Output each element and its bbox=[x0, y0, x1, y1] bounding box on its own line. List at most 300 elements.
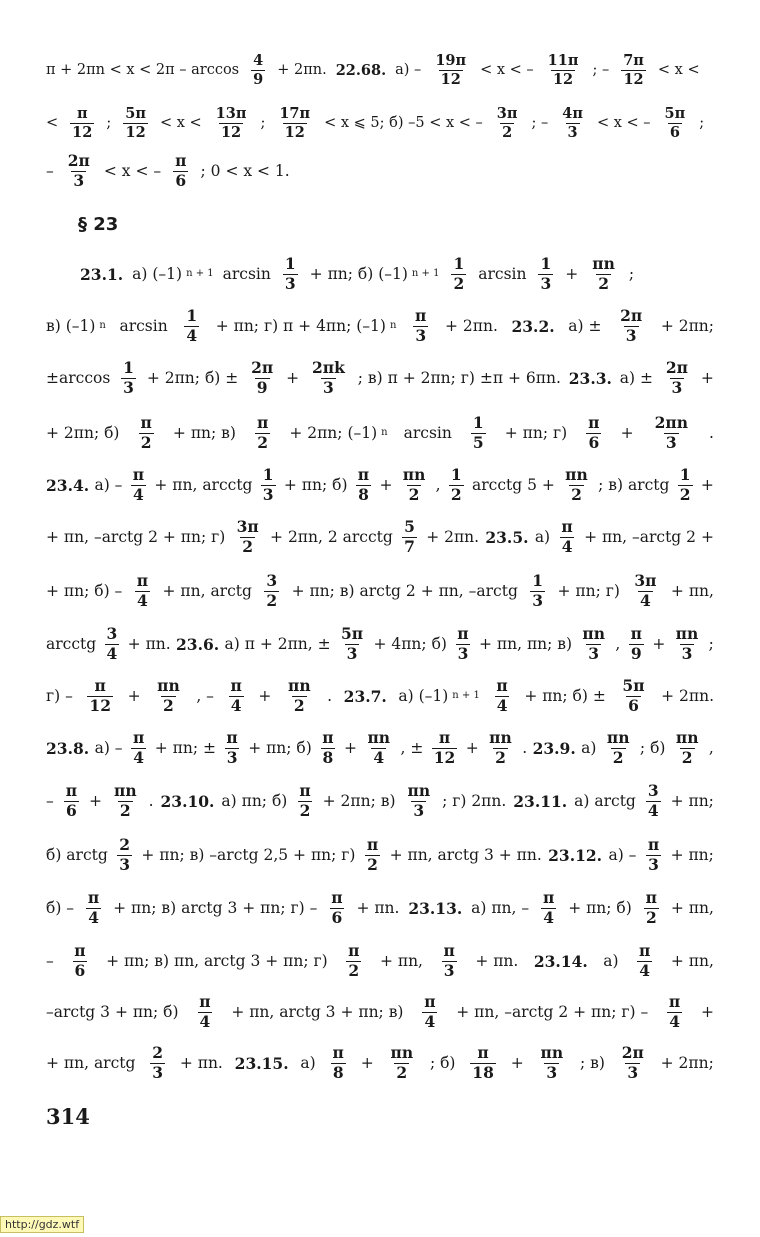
denominator: 3 bbox=[665, 432, 677, 452]
denominator: 4 bbox=[137, 590, 148, 610]
denominator: 4 bbox=[647, 800, 659, 820]
denominator: 9 bbox=[630, 643, 642, 663]
fraction bbox=[644, 890, 659, 926]
fraction bbox=[228, 678, 243, 714]
numerator: 2π bbox=[621, 1043, 644, 1063]
exercise-number: 23.6. bbox=[176, 634, 220, 654]
numerator: π bbox=[668, 992, 681, 1012]
text-run: + 2πn. bbox=[426, 528, 480, 546]
numerator: π bbox=[331, 888, 343, 908]
exercise-number: 23.2. bbox=[511, 316, 555, 336]
fraction bbox=[674, 626, 701, 662]
fraction bbox=[455, 626, 470, 662]
fraction bbox=[546, 53, 581, 86]
text-run: < x < – bbox=[480, 62, 534, 78]
fraction bbox=[329, 890, 344, 926]
text-run: + πn; bbox=[670, 846, 714, 864]
denominator: 6 bbox=[74, 960, 86, 980]
text-run: ; bbox=[699, 115, 705, 131]
text-run: + 2πn; (–1) n bbox=[289, 424, 388, 442]
denominator: 2 bbox=[396, 1062, 408, 1082]
text-run: , ± bbox=[400, 739, 424, 757]
numerator: πn bbox=[489, 728, 512, 748]
numerator: 3 bbox=[266, 571, 278, 591]
exercise-number: 23.1. bbox=[80, 264, 124, 284]
denominator: 3 bbox=[226, 747, 238, 767]
denominator: 8 bbox=[332, 1062, 344, 1082]
exercise-number: 23.9. bbox=[532, 738, 576, 758]
text-line bbox=[46, 775, 714, 827]
numerator: πn bbox=[675, 624, 699, 644]
denominator: 2 bbox=[119, 800, 131, 820]
numerator: π bbox=[65, 781, 78, 801]
numerator: 3 bbox=[106, 624, 118, 644]
exercise-number: 23.4. bbox=[46, 475, 90, 495]
text-run: + πn, bbox=[670, 582, 714, 600]
denominator: 12 bbox=[125, 123, 146, 141]
fraction bbox=[487, 730, 514, 766]
text-run: ; б) bbox=[639, 739, 666, 757]
fraction bbox=[618, 308, 644, 344]
fraction bbox=[123, 106, 148, 139]
text-run: + bbox=[700, 476, 714, 494]
fraction bbox=[605, 730, 632, 766]
exercise-number: 23.5. bbox=[485, 527, 529, 547]
fraction bbox=[214, 106, 249, 139]
denominator: 3 bbox=[119, 854, 130, 874]
text-run: + bbox=[700, 1003, 714, 1021]
numerator: πn bbox=[114, 781, 137, 801]
denominator: 2 bbox=[242, 536, 254, 556]
text-run: + πn, arctg 3 + πn; в) bbox=[231, 1003, 404, 1021]
numerator: π bbox=[140, 413, 152, 433]
numerator: 2π bbox=[67, 151, 90, 171]
text-run: , bbox=[708, 739, 714, 757]
text-line bbox=[46, 97, 714, 149]
denominator: 2 bbox=[257, 432, 269, 452]
numerator: π bbox=[256, 413, 269, 433]
exercise-number: 23.12. bbox=[548, 845, 603, 865]
fraction bbox=[131, 730, 146, 766]
fraction bbox=[331, 1045, 346, 1081]
denominator: 6 bbox=[66, 800, 77, 820]
fraction bbox=[66, 153, 92, 189]
text-run: а) ± bbox=[619, 369, 653, 387]
fraction bbox=[121, 360, 136, 396]
text-run: + πn, bbox=[379, 952, 423, 970]
fraction bbox=[494, 678, 509, 714]
denominator: 6 bbox=[628, 695, 639, 715]
fraction bbox=[117, 837, 132, 873]
text-run: < x ⩽ 5; б) –5 < x < – bbox=[324, 115, 483, 131]
denominator: 12 bbox=[433, 747, 456, 767]
section-heading: § 23 bbox=[78, 214, 119, 235]
text-run: arcsin bbox=[478, 265, 527, 283]
numerator: π bbox=[496, 676, 508, 696]
denominator: 2 bbox=[299, 800, 311, 820]
numerator: π bbox=[647, 835, 660, 855]
denominator: 6 bbox=[669, 123, 680, 141]
numerator: πn bbox=[540, 1043, 564, 1063]
fraction bbox=[251, 53, 265, 86]
denominator: 4 bbox=[133, 747, 145, 767]
numerator: πn bbox=[592, 254, 615, 274]
text-line bbox=[46, 670, 714, 722]
numerator: π bbox=[542, 888, 555, 908]
text-line bbox=[46, 407, 714, 459]
text-line bbox=[46, 459, 714, 511]
numerator: 3π bbox=[236, 517, 259, 537]
fraction bbox=[356, 467, 371, 503]
text-run: а) πn, – bbox=[471, 899, 530, 917]
numerator: π bbox=[94, 676, 106, 696]
fraction bbox=[590, 256, 617, 292]
text-run: + πn; б) bbox=[568, 899, 632, 917]
denominator: 12 bbox=[440, 70, 461, 88]
fraction bbox=[451, 256, 466, 292]
denominator: 2 bbox=[450, 484, 462, 504]
numerator: π bbox=[76, 105, 88, 123]
fraction bbox=[249, 360, 275, 396]
numerator: π bbox=[87, 888, 100, 908]
text-run: ; в) arctg bbox=[598, 476, 670, 494]
denominator: 3 bbox=[546, 1062, 558, 1082]
text-line bbox=[46, 935, 714, 987]
denominator: 8 bbox=[358, 484, 369, 504]
denominator: 6 bbox=[331, 907, 343, 927]
numerator: 2πn bbox=[654, 413, 688, 433]
numerator: π bbox=[424, 992, 436, 1012]
text-run: + πn, –arctg 2 + πn; г) – bbox=[456, 1003, 649, 1021]
text-run: . bbox=[709, 424, 714, 442]
fraction bbox=[70, 106, 94, 139]
fraction bbox=[131, 467, 146, 503]
numerator: π bbox=[561, 517, 573, 537]
exercise-number: 23.11. bbox=[513, 791, 568, 811]
fraction bbox=[346, 943, 361, 979]
numerator: π bbox=[438, 728, 451, 748]
text-line bbox=[46, 722, 714, 774]
text-run: + 2πn, 2 arcctg bbox=[270, 528, 393, 546]
denominator: 4 bbox=[669, 1011, 680, 1031]
numerator: 19π bbox=[435, 52, 467, 70]
numerator: 5 bbox=[404, 517, 415, 537]
text-run: – bbox=[46, 952, 54, 970]
text-run: + bbox=[89, 792, 103, 810]
text-run: + bbox=[510, 1054, 524, 1072]
fraction bbox=[261, 467, 276, 503]
text-run: + πn; б) bbox=[283, 476, 348, 494]
exercise-number: 22.68. bbox=[335, 61, 387, 79]
text-run: arcsin bbox=[222, 265, 271, 283]
text-run: + πn; г) π + 4πn; (–1) n bbox=[215, 317, 397, 335]
text-run: + bbox=[700, 369, 714, 387]
denominator: 3 bbox=[413, 800, 425, 820]
text-run: а) – bbox=[94, 739, 123, 757]
fraction bbox=[646, 783, 661, 819]
fraction bbox=[471, 415, 486, 451]
numerator: 5π bbox=[622, 676, 645, 696]
fraction bbox=[621, 53, 646, 86]
numerator: πn bbox=[287, 676, 311, 696]
denominator: 3 bbox=[284, 273, 296, 293]
text-run: + πn, arctg 3 + πn. bbox=[389, 846, 542, 864]
denominator: 4 bbox=[640, 590, 651, 610]
text-run: + πn; б) ± bbox=[524, 687, 606, 705]
denominator: 4 bbox=[561, 536, 573, 556]
text-run: arcctg 5 + bbox=[472, 476, 555, 494]
text-run: а) ± bbox=[568, 317, 602, 335]
fraction bbox=[470, 1045, 496, 1081]
text-run: + πn, –arctg 2 + πn; г) bbox=[46, 528, 226, 546]
text-run: + πn; в) arctg 2 + πn, –arctg bbox=[291, 582, 518, 600]
denominator: 4 bbox=[106, 643, 118, 663]
numerator: 4π bbox=[562, 105, 583, 123]
text-run: а) π + 2πn, ± bbox=[224, 635, 331, 653]
text-run: + bbox=[360, 1054, 374, 1072]
fraction bbox=[422, 994, 437, 1030]
fraction bbox=[87, 678, 113, 714]
numerator: 1 bbox=[532, 571, 544, 591]
text-run: arcctg bbox=[46, 635, 97, 653]
numerator: π bbox=[443, 941, 455, 961]
denominator: 7 bbox=[404, 536, 415, 556]
text-line bbox=[80, 248, 714, 300]
numerator: πn bbox=[565, 465, 588, 485]
denominator: 3 bbox=[346, 643, 358, 663]
numerator: π bbox=[74, 941, 86, 961]
exercise-number: 23.10. bbox=[160, 791, 215, 811]
denominator: 18 bbox=[472, 1062, 494, 1082]
denominator: 3 bbox=[681, 643, 693, 663]
text-line bbox=[46, 882, 714, 934]
denominator: 9 bbox=[253, 70, 264, 88]
fraction bbox=[559, 519, 574, 555]
fraction bbox=[538, 256, 553, 292]
fraction bbox=[441, 943, 456, 979]
denominator: 3 bbox=[73, 170, 85, 190]
numerator: 1 bbox=[186, 306, 198, 326]
numerator: 1 bbox=[453, 254, 465, 274]
text-run: + πn. bbox=[475, 952, 519, 970]
text-run: + bbox=[565, 265, 579, 283]
numerator: 2π bbox=[620, 306, 643, 326]
text-run: ; bbox=[260, 115, 266, 131]
text-run: π + 2πn < x < 2π – arccos bbox=[46, 62, 240, 78]
denominator: 6 bbox=[588, 432, 600, 452]
denominator: 3 bbox=[588, 643, 600, 663]
text-run: + bbox=[344, 739, 358, 757]
text-run: < x < bbox=[657, 62, 700, 78]
text-run: < x < – bbox=[103, 162, 162, 180]
denominator: 3 bbox=[123, 377, 134, 397]
numerator: π bbox=[332, 1043, 344, 1063]
fraction bbox=[365, 837, 380, 873]
numerator: πn bbox=[606, 728, 630, 748]
numerator: 2π bbox=[665, 358, 689, 378]
text-run: + πn; в) πn, arctg 3 + πn; г) bbox=[106, 952, 328, 970]
numerator: π bbox=[132, 728, 145, 748]
fraction bbox=[105, 626, 120, 662]
text-run: arcsin bbox=[119, 317, 168, 335]
denominator: 12 bbox=[552, 70, 574, 88]
numerator: π bbox=[639, 941, 651, 961]
text-run: + πn, –arctg 2 + bbox=[584, 528, 714, 546]
numerator: π bbox=[199, 992, 211, 1012]
fraction bbox=[135, 573, 150, 609]
denominator: 4 bbox=[199, 1011, 211, 1031]
text-run: + 2πn; bbox=[660, 317, 714, 335]
text-run: + πn; б) (–1) n + 1 bbox=[309, 265, 440, 283]
text-run: + 2πn. bbox=[277, 62, 327, 78]
text-run: , bbox=[435, 476, 441, 494]
denominator: 12 bbox=[89, 695, 111, 715]
text-run: + πn, arctg bbox=[46, 1054, 136, 1072]
numerator: 1 bbox=[450, 465, 462, 485]
numerator: π bbox=[630, 624, 642, 644]
denominator: 2 bbox=[681, 747, 693, 767]
fraction bbox=[413, 308, 428, 344]
text-run: + bbox=[379, 476, 393, 494]
text-run: ; б) bbox=[429, 1054, 456, 1072]
numerator: π bbox=[226, 728, 238, 748]
numerator: πn bbox=[675, 728, 699, 748]
text-run: . bbox=[327, 687, 333, 705]
fraction bbox=[286, 678, 313, 714]
fraction bbox=[530, 573, 545, 609]
text-run: arcsin bbox=[403, 424, 452, 442]
watermark-link[interactable]: http://gdz.wtf bbox=[0, 1216, 84, 1233]
denominator: 2 bbox=[293, 695, 305, 715]
text-run: а) bbox=[534, 528, 551, 546]
denominator: 3 bbox=[152, 1062, 164, 1082]
text-run: –arctg 3 + πn; б) bbox=[46, 1003, 179, 1021]
text-run: + 4πn; б) bbox=[373, 635, 447, 653]
fraction bbox=[310, 360, 347, 396]
text-run: в) (–1) n bbox=[46, 317, 106, 335]
fraction bbox=[637, 943, 652, 979]
fraction bbox=[277, 106, 312, 139]
fraction bbox=[563, 467, 590, 503]
denominator: 2 bbox=[571, 484, 582, 504]
text-run: а) (–1) n + 1 bbox=[398, 687, 480, 705]
fraction bbox=[64, 783, 79, 819]
text-run: а) – bbox=[395, 62, 422, 78]
denominator: 3 bbox=[323, 377, 334, 397]
denominator: 3 bbox=[567, 123, 578, 141]
text-run: г) – bbox=[46, 687, 73, 705]
fraction bbox=[339, 626, 365, 662]
text-run: ; – bbox=[531, 115, 549, 131]
fraction bbox=[539, 1045, 566, 1081]
text-run: а) bbox=[300, 1054, 316, 1072]
fraction bbox=[432, 730, 458, 766]
text-run: . bbox=[148, 792, 154, 810]
text-line bbox=[46, 44, 714, 96]
text-run: . bbox=[522, 739, 528, 757]
numerator: π bbox=[136, 571, 149, 591]
numerator: πn bbox=[582, 624, 605, 644]
text-line bbox=[46, 300, 714, 352]
fraction bbox=[155, 678, 182, 714]
text-run: < x < – bbox=[596, 115, 651, 131]
numerator: 3π bbox=[496, 105, 518, 123]
denominator: 2 bbox=[408, 484, 420, 504]
denominator: 4 bbox=[639, 960, 651, 980]
text-run: + πn, bbox=[670, 899, 714, 917]
fraction bbox=[449, 467, 464, 503]
text-run: + bbox=[286, 369, 300, 387]
text-run: + πn; ± bbox=[154, 739, 216, 757]
text-run: + 2πn; bbox=[660, 1054, 714, 1072]
text-run: + πn; в) –arctg 2,5 + πn; г) bbox=[141, 846, 356, 864]
numerator: 7π bbox=[623, 52, 644, 70]
numerator: π bbox=[132, 465, 145, 485]
denominator: 3 bbox=[415, 325, 427, 345]
fraction bbox=[674, 730, 701, 766]
numerator: 1 bbox=[472, 413, 484, 433]
numerator: 2 bbox=[119, 835, 130, 855]
text-run: – bbox=[46, 162, 54, 180]
fraction bbox=[678, 467, 693, 503]
fraction bbox=[184, 308, 199, 344]
text-line bbox=[46, 511, 714, 563]
fraction bbox=[112, 783, 139, 819]
text-run: + bbox=[465, 739, 479, 757]
denominator: 4 bbox=[373, 747, 385, 767]
text-run: < bbox=[46, 115, 59, 131]
denominator: 2 bbox=[679, 484, 691, 504]
numerator: 5π bbox=[664, 105, 686, 123]
fraction bbox=[320, 730, 335, 766]
exercise-number: 23.3. bbox=[568, 368, 612, 388]
exercise-number: 23.15. bbox=[234, 1053, 289, 1073]
text-run: а) bbox=[603, 952, 619, 970]
numerator: π bbox=[645, 888, 658, 908]
text-run: а) arctg bbox=[574, 792, 636, 810]
denominator: 3 bbox=[443, 960, 455, 980]
text-run: + 2πn; б) ± bbox=[146, 369, 239, 387]
numerator: πn bbox=[157, 676, 180, 696]
text-run: + πn. bbox=[356, 899, 400, 917]
numerator: π bbox=[457, 624, 469, 644]
text-line bbox=[46, 1037, 714, 1089]
text-run: + 2πn. bbox=[661, 687, 714, 705]
numerator: 3 bbox=[647, 781, 659, 801]
numerator: 2πk bbox=[312, 358, 345, 378]
fraction bbox=[663, 106, 688, 139]
fraction bbox=[235, 519, 261, 555]
fraction bbox=[401, 467, 428, 503]
numerator: π bbox=[477, 1043, 489, 1063]
text-run: + πn. bbox=[179, 1054, 223, 1072]
numerator: 5π bbox=[340, 624, 364, 644]
numerator: π bbox=[348, 941, 360, 961]
text-run: + πn; bbox=[670, 792, 714, 810]
denominator: 6 bbox=[175, 170, 187, 190]
text-run: а) (–1) n + 1 bbox=[132, 265, 214, 283]
text-run: , – bbox=[196, 687, 214, 705]
fraction bbox=[541, 890, 556, 926]
text-run: + πn; г) bbox=[504, 424, 568, 442]
fraction bbox=[653, 415, 690, 451]
fraction bbox=[86, 890, 101, 926]
exercise-number: 23.7. bbox=[343, 686, 387, 706]
numerator: 1 bbox=[679, 465, 691, 485]
fraction bbox=[629, 626, 644, 662]
denominator: 3 bbox=[625, 325, 637, 345]
numerator: 1 bbox=[123, 358, 134, 378]
